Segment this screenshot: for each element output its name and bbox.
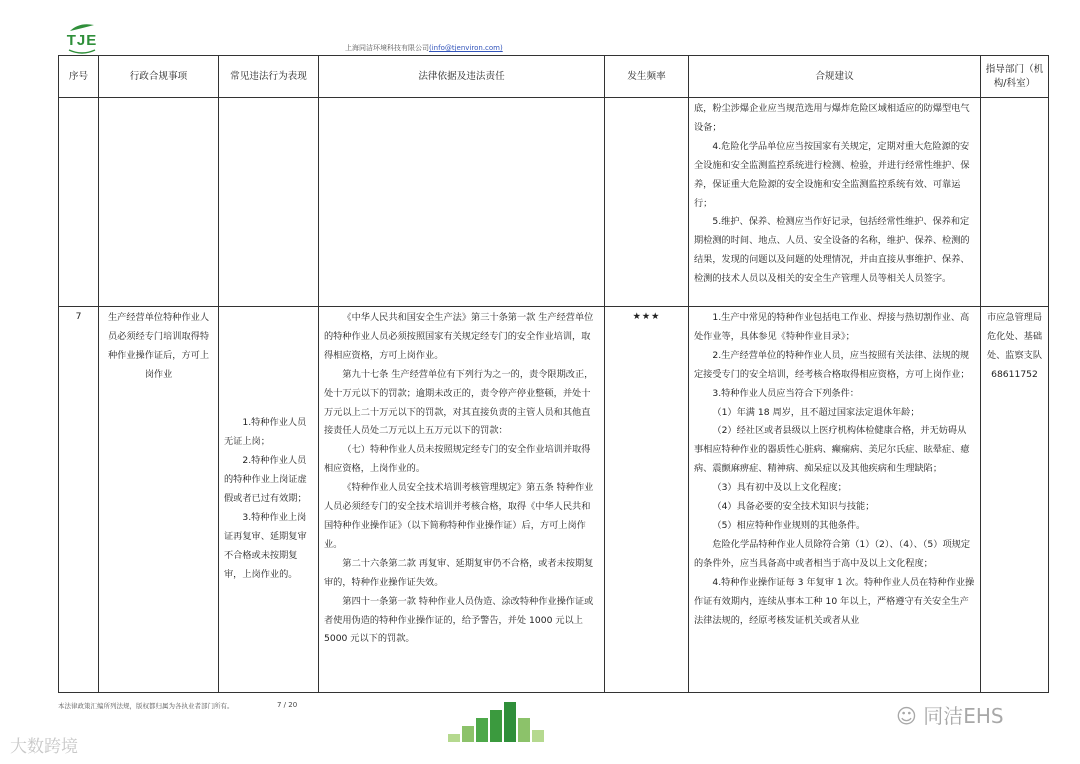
suggestion-text: （1）年满 18 周岁，且不超过国家法定退休年龄； bbox=[712, 406, 920, 418]
suggestion-text: 5.维护、保养、检测应当作好记录，包括经常性维护、保养和定期检测的时间、地点、人员、安全设备的名称，维护、保养、检测的结果，发现的问题以及问题的处理情况，并由直接从事维护、保养、检测的技术人员以及相关的安全生产管理人员等相关人员签字。 bbox=[694, 216, 970, 285]
logo-text: TJE bbox=[66, 32, 98, 49]
decorative-bars-icon bbox=[448, 700, 548, 742]
legal-text: 《特种作业人员安全技术培训考核管理规定》第五条 特种作业人员必须经专门的安全技术培训并考核合格，取得《中华人民共和国特种作业操作证》（以下简称特种作业操作证）后，方可上岗作业。 bbox=[324, 482, 594, 550]
company-email[interactable]: (info@tjenviron.com) bbox=[429, 44, 503, 52]
watermark-right bbox=[896, 700, 1004, 729]
violation-text: 2.特种作业人员的特种作业上岗证虚假或者已过有效期； bbox=[224, 455, 307, 505]
suggestion-text: 2.生产经营单位的特种作业人员，应当按照有关法律、法规的规定接受专门的安全培训，经考核合格取得相应资格，方可上岗作业； bbox=[694, 349, 970, 380]
header-frequency: 发生频率 bbox=[605, 56, 689, 98]
company-logo bbox=[64, 22, 100, 55]
cell-empty bbox=[219, 98, 319, 307]
legal-text: 第四十一条第一款 特种作业人员伪造、涂改特种作业操作证或者使用伪造的特种作业操作证的，给予警告，并处 1000 元以上 5000 元以下的罚款。 bbox=[324, 595, 594, 645]
table-header-row bbox=[59, 56, 1049, 98]
suggestion-text: 4.特种作业操作证每 3 年复审 1 次。特种作业人员在特种作业操作证有效期内，连续从事本工种 10 年以上，严格遵守有关安全生产法律法规的，经原考核发证机关或者从业 bbox=[694, 576, 975, 626]
legal-text: 第二十六条第二款 再复审、延期复审仍不合格，或者未按期复审的，特种作业操作证失效。 bbox=[324, 557, 594, 588]
suggestions-cell bbox=[689, 307, 981, 693]
cell-empty bbox=[981, 98, 1049, 307]
header-legal: 法律依据及违法责任 bbox=[319, 56, 605, 98]
suggestion-text: 1.生产中常见的特种作业包括电工作业、焊接与热切割作业、高处作业等，具体参见《特种作业目录》； bbox=[694, 312, 970, 342]
legal-text: 第九十七条 生产经营单位有下列行为之一的，责令限期改正，处十万元以下的罚款；逾期未改正的，责令停产停业整顿，并处十万元以上二十万元以下的罚款，对其直接负责的主管人员和其他直接责任人员处二万元以上五万元以下的罚款： bbox=[324, 368, 594, 437]
header-item: 行政合规事项 bbox=[99, 56, 219, 98]
table-row-continued bbox=[59, 98, 1049, 307]
watermark-left-text: 大数跨境 bbox=[10, 737, 78, 757]
legal-basis-cell bbox=[319, 307, 605, 693]
violations-cell bbox=[219, 307, 319, 693]
suggestion-text: （4）具备必要的安全技术知识与技能； bbox=[712, 501, 875, 513]
header-no: 序号 bbox=[59, 56, 99, 98]
legal-text: （七）特种作业人员未按照规定经专门的安全作业培训并取得相应资格，上岗作业的。 bbox=[324, 444, 591, 475]
compliance-table bbox=[58, 55, 1049, 693]
cell-empty bbox=[99, 98, 219, 307]
table-row-7 bbox=[59, 307, 1049, 693]
suggestion-text: 底，粉尘涉爆企业应当规范选用与爆炸危险区域相适应的防爆型电气设备； bbox=[694, 103, 970, 133]
row-number: 7 bbox=[59, 307, 99, 693]
header-department: 指导部门（机构/科室） bbox=[981, 56, 1049, 98]
violation-text: 1.特种作业人员无证上岗； bbox=[224, 417, 307, 448]
suggestion-text: （5）相应特种作业规则的其他条件。 bbox=[712, 519, 866, 531]
cell-empty bbox=[319, 98, 605, 307]
suggestion-text: （3）具有初中及以上文化程度； bbox=[712, 482, 847, 494]
suggestions-cell bbox=[689, 98, 981, 307]
footer-note: 本法律政策汇编所列法规，版权都归属为各执业者部门所有。 bbox=[58, 702, 234, 710]
page-number: 7 / 20 bbox=[277, 701, 298, 709]
department-cell: 市应急管理局危化处、基础处、监察支队 68611752 bbox=[981, 307, 1049, 693]
wechat-icon: ☺ bbox=[896, 704, 917, 728]
suggestion-text: 4.危险化学品单位应当按国家有关规定，定期对重大危险源的安全设施和安全监测监控系统进行检测、检验，并进行经常性维护、保养，保证重大危险源的安全设施和安全监测监控系统有效、可靠运行； bbox=[694, 140, 970, 209]
legal-text: 《中华人民共和国安全生产法》第三十条第一款 生产经营单位的特种作业人员必须按照国家有关规定经专门的安全作业培训，取得相应资格，方可上岗作业。 bbox=[324, 312, 594, 361]
watermark-right-text: 同洁EHS bbox=[923, 704, 1004, 728]
cell-empty bbox=[59, 98, 99, 307]
violation-text: 3.特种作业上岗证再复审、延期复审不合格或未按期复审，上岗作业的。 bbox=[224, 511, 307, 580]
leaf-icon bbox=[67, 22, 97, 32]
suggestion-text: 3.特种作业人员应当符合下列条件： bbox=[712, 387, 859, 399]
cell-empty bbox=[605, 98, 689, 307]
header-violations: 常见违法行为表现 bbox=[219, 56, 319, 98]
watermark-left bbox=[10, 732, 78, 757]
header-suggestions: 合规建议 bbox=[689, 56, 981, 98]
suggestion-text: （2）经社区或者县级以上医疗机构体检健康合格，并无妨碍从事相应特种作业的器质性心脏病、癫痫病、美尼尔氏症、眩晕症、癔病、震颤麻痹症、精神病、痴呆症以及其他疾病和生理缺陷； bbox=[694, 425, 970, 475]
frequency-stars: ★★★ bbox=[605, 307, 689, 693]
suggestion-text: 危险化学品特种作业人员除符合第（1）（2）、（4）、（5）项规定的条件外，应当具备高中或者相当于高中及以上文化程度； bbox=[694, 538, 971, 569]
company-name: 上海同洁环境科技有限公司 bbox=[345, 44, 429, 52]
company-line bbox=[345, 43, 503, 53]
compliance-item: 生产经营单位特种作业人员必须经专门培训取得特种作业操作证后，方可上岗作业 bbox=[99, 307, 219, 693]
